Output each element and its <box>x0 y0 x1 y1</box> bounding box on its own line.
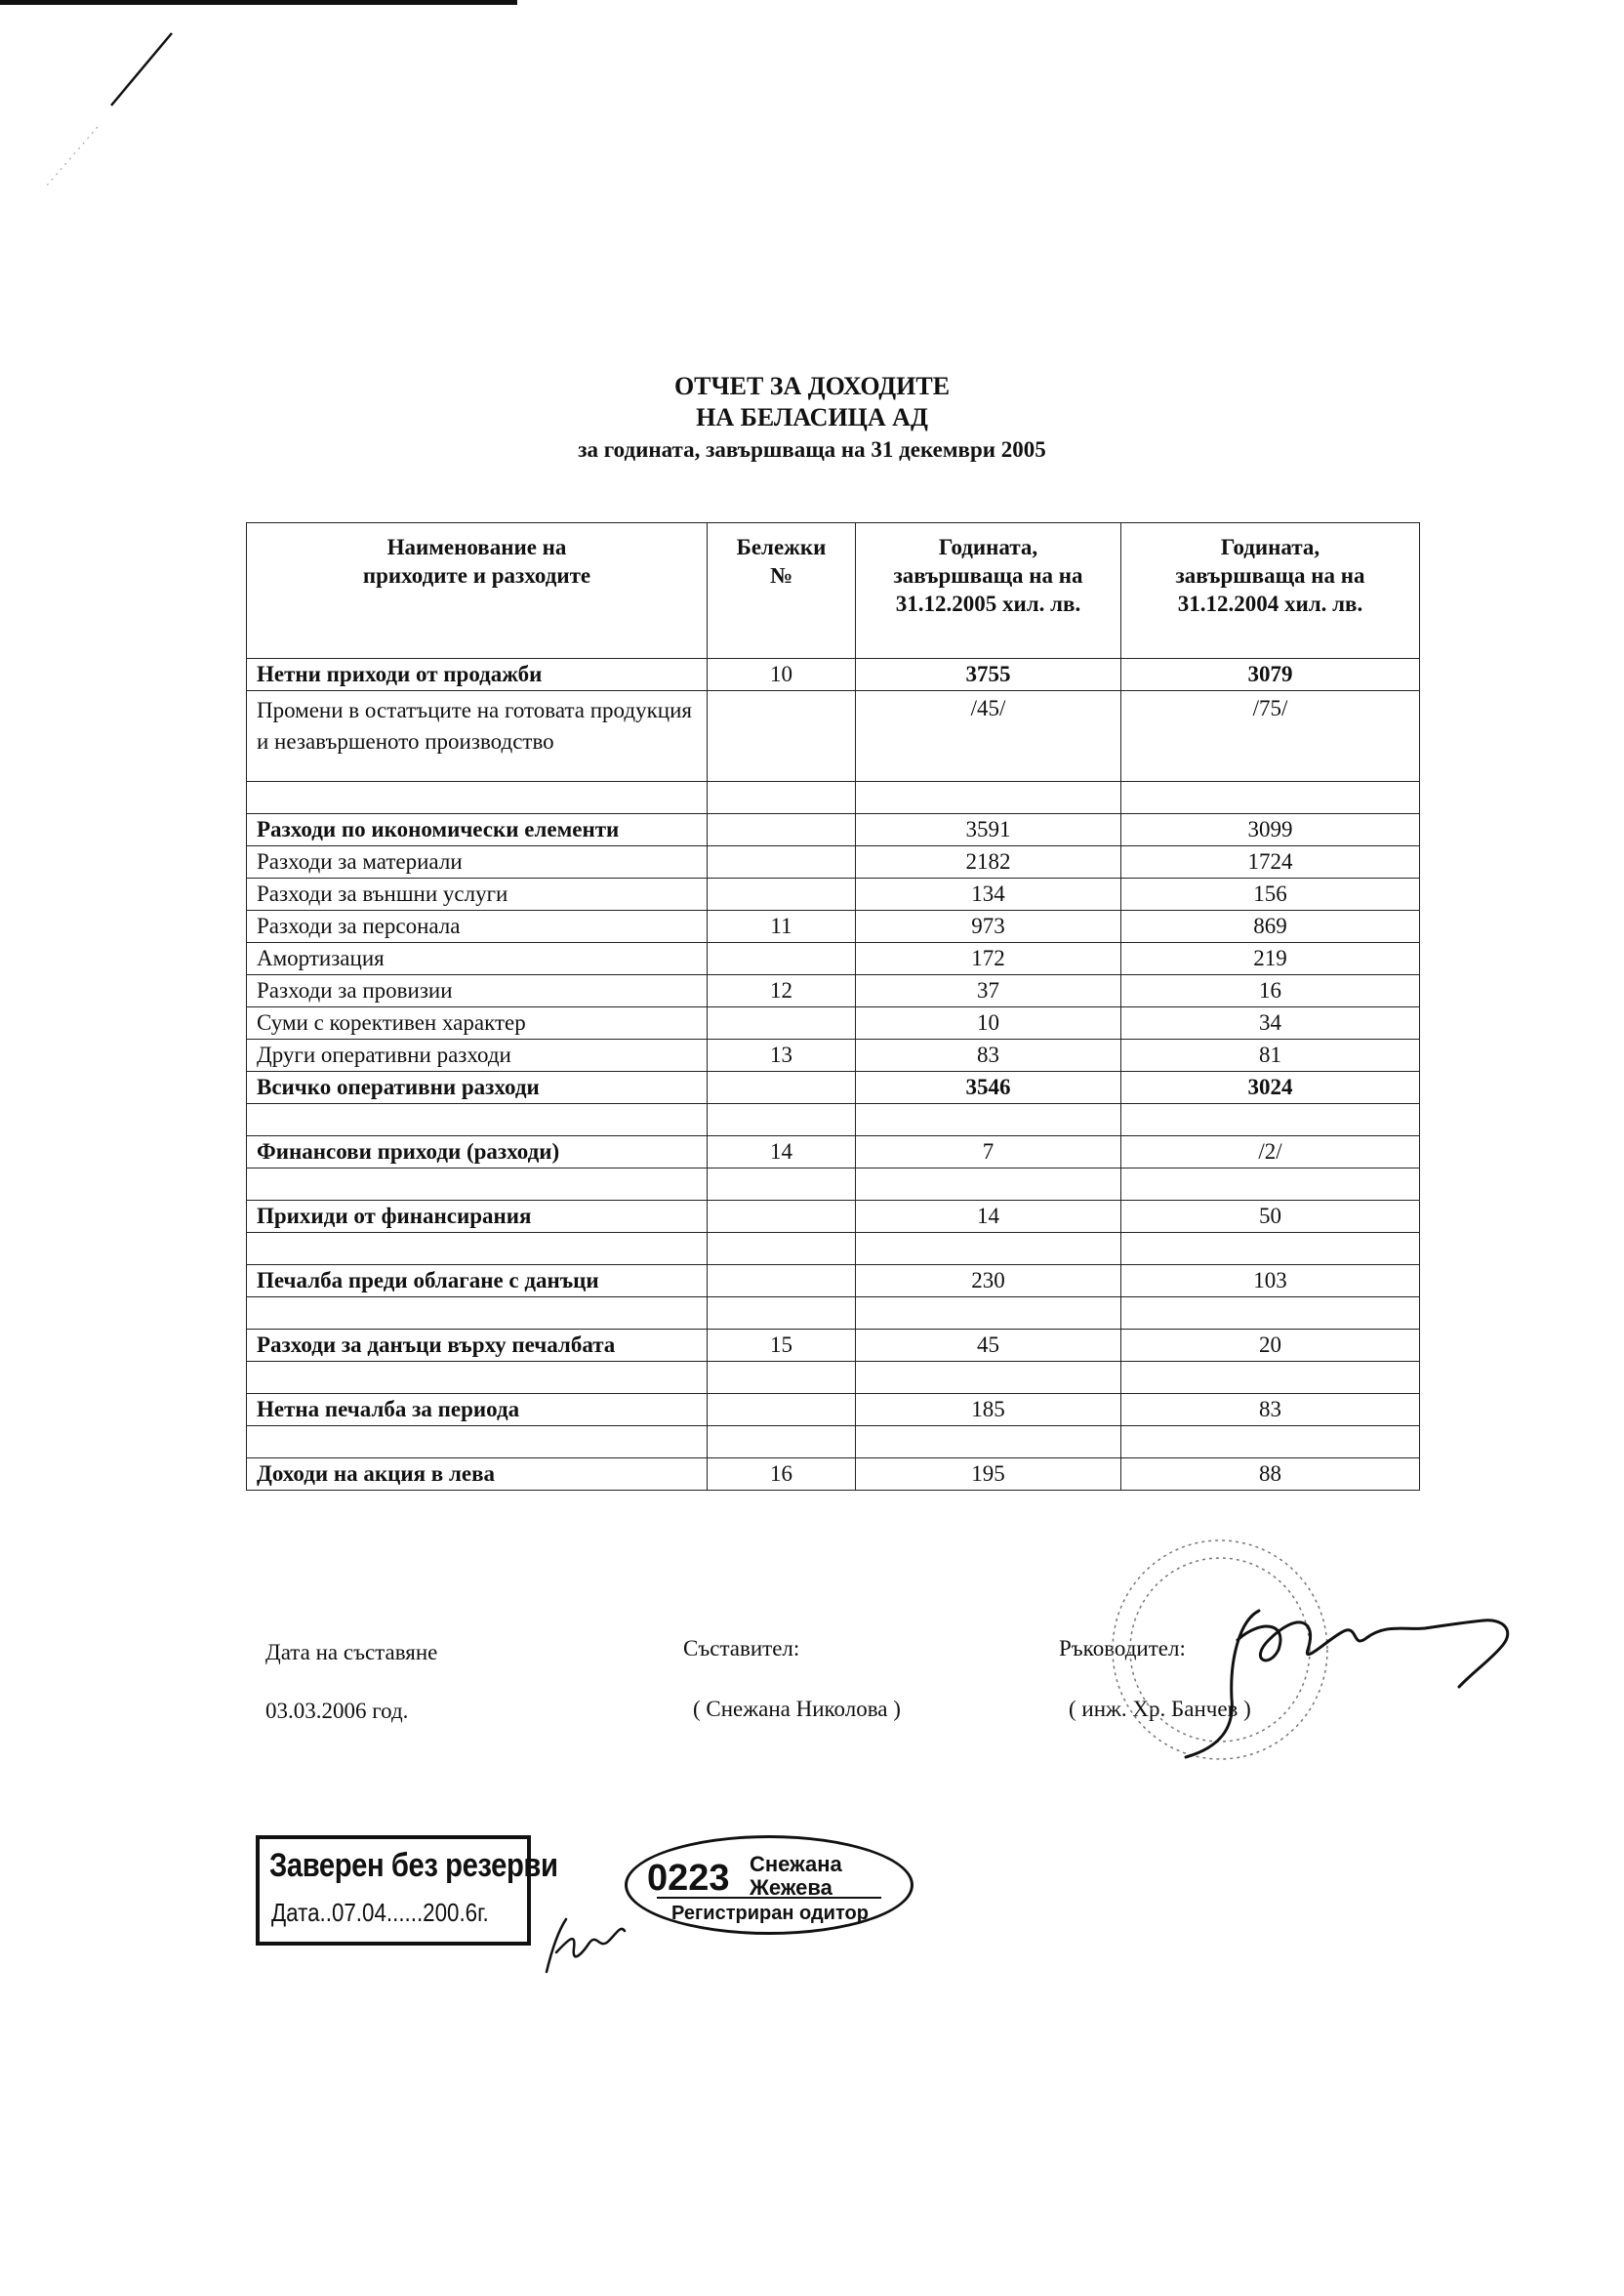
auditor-number: 0223 <box>647 1858 730 1899</box>
header-year-2005: Годината, завършваща на на 31.12.2005 хил. лв. <box>856 523 1121 659</box>
auditor-last-name: Жежева <box>750 1875 832 1900</box>
header-year-2004: Годината, завършваща на на 31.12.2004 хил. лв. <box>1121 523 1420 659</box>
audit-stamp-date: Дата..07.04......200.6г. <box>271 1898 489 1927</box>
table-row: Прихиди от финансирания 14 50 <box>247 1201 1420 1233</box>
table-row: Суми с корективен характер 10 34 <box>247 1007 1420 1040</box>
table-row: Финансови приходи (разходи) 14 7 /2/ <box>247 1136 1420 1168</box>
table-row: Всичко оперативни разходи 3546 3024 <box>247 1072 1420 1104</box>
table-row: Промени в остатъците на готовата продукция и незавършеното производство /45/ /75/ <box>247 691 1420 782</box>
header-notes: Бележки № <box>708 523 856 659</box>
table-row: Нетна печалба за периода 185 83 <box>247 1394 1420 1426</box>
title-line-1: ОТЧЕТ ЗА ДОХОДИТЕ <box>673 372 951 400</box>
audit-stamp-title: Заверен без резерви <box>269 1847 558 1884</box>
auditor-initials <box>547 1919 625 1972</box>
date-label: Дата на съставяне <box>265 1640 438 1664</box>
company-seal-faint <box>1113 1540 1327 1759</box>
manager-signature <box>1186 1611 1508 1757</box>
table-row: Печалба преди облагане с данъци 230 103 <box>247 1265 1420 1297</box>
table-row: Разходи за данъци върху печалбата 15 45 20 <box>247 1330 1420 1362</box>
manager-name: ( инж. Хр. Банчев ) <box>1069 1697 1251 1721</box>
title-line-2: НА БЕЛАСИЦА АД <box>696 403 928 431</box>
table-row: Разходи за материали 2182 1724 <box>247 846 1420 879</box>
header-name: Наименование на приходите и разходите <box>247 523 708 659</box>
table-row: Разходи за персонала 11 973 869 <box>247 911 1420 943</box>
auditor-stamp-divider <box>657 1897 881 1899</box>
table-row: Нетни приходи от продажби 10 3755 3079 <box>247 659 1420 691</box>
audit-stamp <box>256 1835 558 1946</box>
table-row: Амортизация 172 219 <box>247 943 1420 975</box>
auditor-role: Регистриран одитор <box>671 1903 869 1924</box>
auditor-first-name: Снежана <box>750 1852 842 1876</box>
auditor-stamp <box>625 1835 914 1935</box>
table-row: Доходи на акция в лева 16 195 88 <box>247 1458 1420 1491</box>
composer-name: ( Снежана Николова ) <box>693 1697 901 1721</box>
title-period: за годината, завършваща на 31 декември 2005 <box>578 437 1046 462</box>
composer-label: Съставител: <box>683 1636 800 1660</box>
date-value: 03.03.2006 год. <box>265 1699 409 1723</box>
table-row: Други оперативни разходи 13 83 81 <box>247 1040 1420 1072</box>
table-row: Разходи по икономически елементи 3591 3099 <box>247 814 1420 846</box>
table-row: Разходи за външни услуги 134 156 <box>247 879 1420 911</box>
manager-label: Ръководител: <box>1059 1636 1186 1660</box>
table-row: Разходи за провизии 12 37 16 <box>247 975 1420 1007</box>
